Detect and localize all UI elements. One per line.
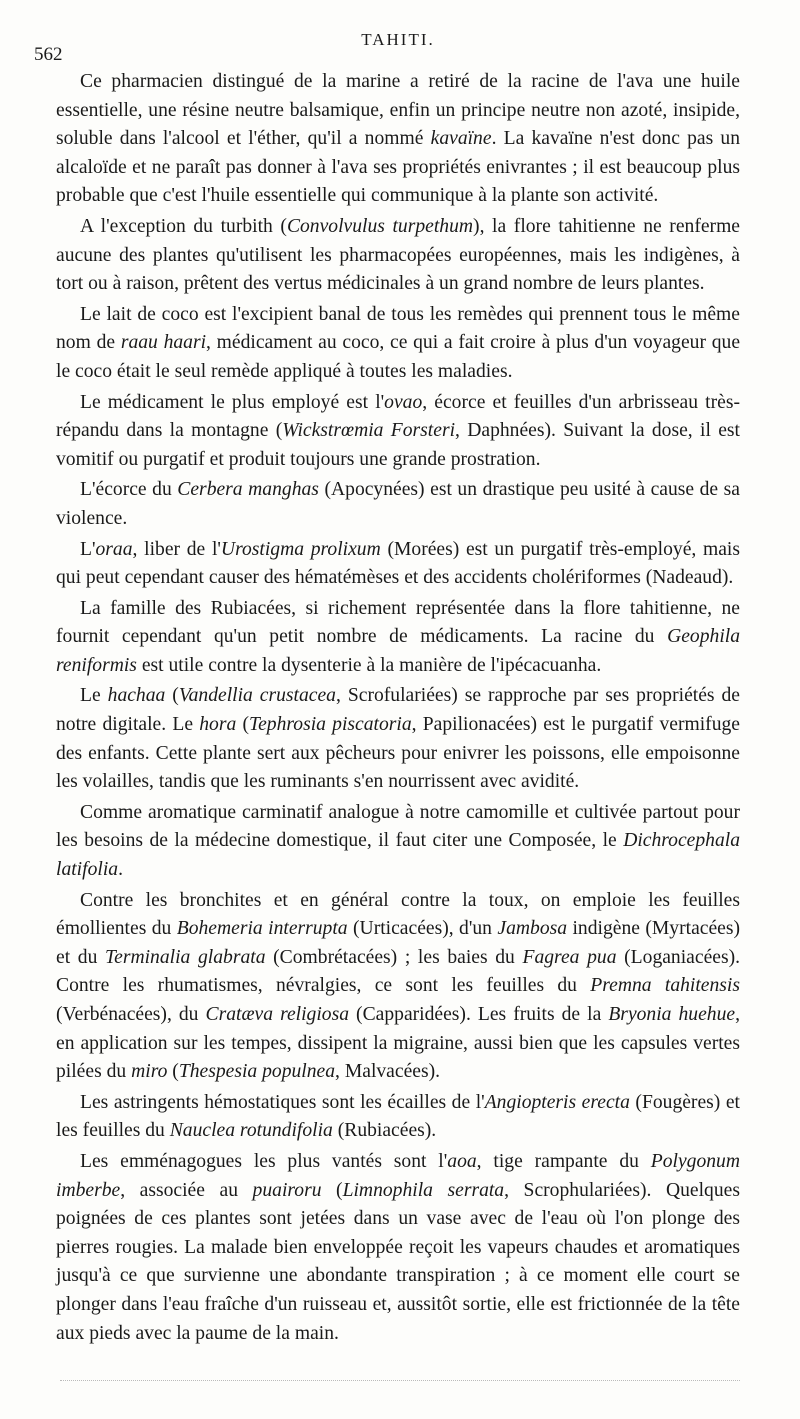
text-run: ( bbox=[165, 685, 179, 707]
italic-term: oraa bbox=[95, 538, 133, 560]
text-run: (Capparidées). Les fruits de la bbox=[349, 1004, 609, 1025]
text-run: Le lait de coco est l'excipient banal de tous les remèdes qui prennent tous le même nom de bbox=[56, 303, 740, 354]
text-run: Le médicament le plus employé est l' bbox=[80, 391, 385, 413]
text-run: est utile contre la dysenterie à la manière de l'ipécacuanha. bbox=[136, 654, 602, 676]
text-run: , Daphnées). Suivant la dose, il est vomitif ou purgatif et produit toujours une grande prostration. bbox=[56, 420, 740, 470]
italic-term: Limnophila serrata bbox=[342, 1179, 505, 1201]
text-run: (Combrétacées) ; les baies du bbox=[265, 946, 523, 968]
italic-term: Cerbera manghas bbox=[177, 479, 319, 501]
text-run: . La kavaïne n'est donc pas un alcaloïde et ne paraît pas donner à l'ava ses propriétés enivrantes ; il est beaucoup plus probable que c'est l'huile essentielle qui communique à la plante son activité. bbox=[56, 128, 740, 207]
italic-term: Convolvulus turpethum bbox=[286, 215, 474, 237]
text-run: ( bbox=[167, 1061, 179, 1083]
text-run: (Urticacées), d'un bbox=[347, 918, 498, 940]
italic-term: Jambosa bbox=[497, 918, 568, 940]
italic-term: Vandellia crustacea bbox=[178, 685, 336, 707]
text-run: Les emménagogues les plus vantés sont l' bbox=[80, 1150, 448, 1172]
text-run: , Scrophulariées). Quelques poignées de ces plantes sont jetées dans un vase avec de l'eau où l'on plonge des pierres rougies. La malade bien enveloppée reçoit les vapeurs chaudes et aromatiques jusqu'à ce que survienne une abondante transpiration ; à ce moment elle court se plonger dans l'eau fraîche d'un ruisseau et, aussitôt sortie, elle est frictionnée de la tête aux pieds avec la paume de la main. bbox=[56, 1179, 740, 1344]
text-run: ), la flore tahitienne ne renferme aucune des plantes qu'utilisent les pharmacopées européennes, mais les indigènes, à tort ou à raison, prêtent des vertus médicinales à un grand nombre de leurs plantes. bbox=[56, 215, 741, 295]
italic-term: Fagrea pua bbox=[522, 946, 617, 968]
paragraph bbox=[56, 799, 740, 885]
text-run: A l'exception du turbith ( bbox=[80, 215, 287, 237]
text-run: , liber de l' bbox=[132, 538, 221, 560]
text-run: Contre les bronchites et en général contre la toux, on emploie les feuilles émollientes du bbox=[56, 889, 740, 940]
italic-term: Thespesia populnea bbox=[178, 1061, 336, 1083]
italic-term: hora bbox=[199, 714, 237, 736]
text-run: , Papilionacées) est le purgatif vermifuge des enfants. Cette plante sert aux pêcheurs pour enivrer les poissons, elle empoisonne les volailles, tandis que les ruminants s'en nourrissent avec avidité. bbox=[56, 714, 740, 793]
paragraph bbox=[56, 213, 740, 299]
italic-term: Bryonia huehue bbox=[608, 1004, 736, 1025]
text-run: indigène (Myrtacées) et du bbox=[56, 918, 741, 968]
italic-term: Premna tahitensis bbox=[590, 975, 740, 997]
paragraph bbox=[56, 1148, 740, 1348]
italic-term: Dichrocephala latifolia bbox=[56, 830, 740, 881]
italic-term: Wickstrœmia Forsteri bbox=[282, 420, 456, 442]
text-run: , en application sur les tempes, dissipent la migraine, aussi bien que les capsules vertes pilées du bbox=[56, 1004, 740, 1083]
text-run: , médicament au coco, ce qui a fait croire à plus d'un voyageur que le coco était le seul remède appliqué à toutes les maladies. bbox=[56, 332, 741, 382]
text-run: L' bbox=[80, 538, 96, 560]
paragraph bbox=[56, 682, 740, 796]
paragraph bbox=[56, 536, 740, 593]
text-run: (Apocynées) est un drastique peu usité à cause de sa violence. bbox=[56, 479, 740, 529]
paragraph bbox=[56, 887, 740, 1087]
text-run: Le bbox=[80, 685, 108, 707]
paragraph bbox=[56, 68, 740, 211]
text-run: (Morées) est un purgatif très-employé, mais qui peut cependant causer des hématémèses et des accidents cholériformes (Nadeaud). bbox=[56, 538, 740, 589]
text-run: , écorce et feuilles d'un arbrisseau très-répandu dans la montagne ( bbox=[56, 391, 740, 442]
text-run: , associée au bbox=[120, 1179, 253, 1201]
text-run: , Scrofulariées) se rapproche par ses propriétés de notre digitale. Le bbox=[56, 685, 740, 736]
italic-term: Terminalia glabrata bbox=[105, 946, 266, 968]
text-run: . bbox=[118, 859, 123, 881]
paragraph bbox=[56, 389, 740, 475]
italic-term: hachaa bbox=[107, 685, 166, 707]
running-title: TAHITI. bbox=[361, 30, 435, 49]
text-run: , tige rampante du bbox=[476, 1150, 651, 1172]
paragraph bbox=[56, 595, 740, 681]
text-run: La famille des Rubiacées, si richement représentée dans la flore tahitienne, ne fournit cependant qu'un petit nombre de médicaments. La racine du bbox=[56, 597, 740, 648]
text-run: Ce pharmacien distingué de la marine a retiré de la racine de l'ava une huile essentielle, une résine neutre balsamique, enfin un principe neutre non azoté, insipide, soluble dans l'alcool et l'éther, qu'il a nommé bbox=[56, 71, 740, 150]
italic-term: Nauclea rotundifolia bbox=[169, 1120, 333, 1142]
running-header bbox=[34, 30, 740, 65]
italic-term: puairoru bbox=[252, 1179, 322, 1201]
text-run: L'écorce du bbox=[80, 479, 178, 501]
paragraph bbox=[56, 301, 740, 387]
italic-term: Urostigma prolixum bbox=[220, 538, 381, 560]
italic-term: raau haari bbox=[120, 332, 207, 354]
text-run: (Verbénacées), du bbox=[56, 1004, 206, 1025]
italic-term: Tephrosia piscatoria bbox=[249, 714, 412, 736]
italic-term: ovao bbox=[384, 391, 423, 413]
italic-term: Geophila reniformis bbox=[56, 626, 740, 676]
italic-term: aoa bbox=[447, 1150, 477, 1172]
page-number: 562 bbox=[34, 44, 63, 65]
text-run: (Rubiacées). bbox=[332, 1120, 437, 1142]
body-text bbox=[56, 68, 740, 1348]
paragraph bbox=[56, 1089, 740, 1146]
footer-rule bbox=[60, 1380, 740, 1381]
italic-term: kavaïne bbox=[430, 128, 492, 150]
italic-term: Angiopteris erecta bbox=[484, 1091, 630, 1113]
text-run: ( bbox=[321, 1179, 343, 1201]
text-run: , Malvacées). bbox=[335, 1061, 441, 1083]
text-run: Les astringents hémostatiques sont les écailles de l' bbox=[80, 1091, 485, 1113]
italic-term: miro bbox=[131, 1061, 168, 1083]
text-run: (Loganiacées). Contre les rhumatismes, névralgies, ce sont les feuilles du bbox=[56, 946, 741, 997]
italic-term: Bohemeria interrupta bbox=[176, 918, 348, 940]
text-run: ( bbox=[236, 714, 250, 736]
text-run: (Fougères) et les feuilles du bbox=[56, 1091, 740, 1142]
text-run: Comme aromatique carminatif analogue à notre camomille et cultivée partout pour les besoins de la médecine domestique, il faut citer une Composée, le bbox=[56, 801, 740, 852]
italic-term: Polygonum imberbe bbox=[56, 1150, 740, 1201]
paragraph bbox=[56, 476, 740, 533]
italic-term: Cratæva religiosa bbox=[205, 1004, 350, 1025]
